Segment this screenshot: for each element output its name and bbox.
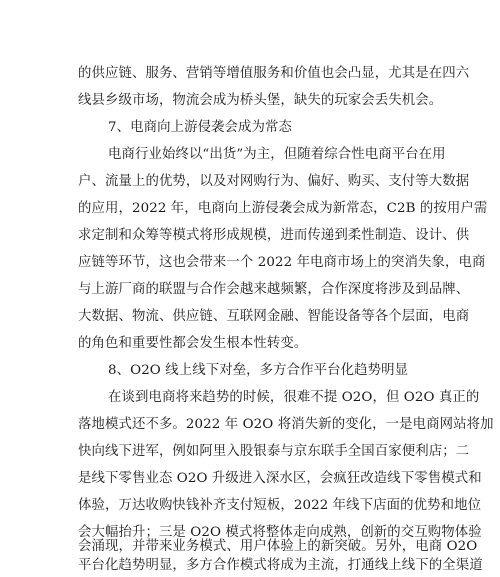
paragraph-line: 落地模式还不多。2022 年 O2O 将消失新的变化，一是电商网站将加: [78, 417, 494, 432]
paragraph-line: 是线下零售业态 O2O 升级进入深水区，会疯狂改造线下零售模式和: [78, 471, 482, 486]
paragraph-line: 快向线下进军，例如阿里入股银泰与京东联手全国百家便利店；二: [78, 444, 470, 459]
paragraph-line: 的应用，2022 年，电商向上游侵袭会成为新常态，C2B 的按用户需: [78, 201, 488, 216]
paragraph-line: 会大幅抬升；三是 O2O 模式将整体走向成熟，创新的交互购物体验: [78, 525, 482, 540]
paragraph-line: 户、流量上的优势，以及对网购行为、偏好、购买、支付等大数据: [78, 174, 470, 189]
paragraph-line: 的角色和重要性都会发生根本性转变。: [78, 336, 308, 351]
section-heading-8: 8、O2O 线上线下对垒，多方合作平台化趋势明显: [108, 363, 409, 378]
paragraph-line: 线县乡级市场，物流会成为桥头堡，缺失的玩家会丢失机会。: [78, 93, 443, 108]
paragraph-line: 的供应链、服务、营销等增值服务和价值也会凸显，尤其是在四六: [78, 66, 470, 81]
paragraph-line: 求定制和众筹等模式将形成规模，进而传递到柔性制造、设计、供: [78, 228, 470, 243]
paragraph-line: 应链等环节，这也会带来一个 2022 年电商市场上的突消失象，电商: [78, 255, 486, 270]
section-heading-7: 7、电商向上游侵袭会成为常态: [108, 120, 292, 135]
paragraph-line: 大数据、物流、供应链、互联网金融、智能设备等各个层面，电商: [78, 309, 470, 324]
paragraph-line: 在谈到电商将来趋势的时候，很难不提 O2O，但 O2O 真正的: [108, 390, 480, 405]
paragraph-line-cut-off: 平台化趋势明显，多方合作模式将成为主流，打通线上线下的全渠道: [78, 558, 483, 573]
paragraph-line: 与上游厂商的联盟与合作会越来越频繁，合作深度将涉及到品牌、: [78, 282, 470, 297]
paragraph-line: 会涌现，并带来业务模式、用户体验上的新突破。另外，电商 O2O: [78, 539, 478, 554]
paragraph-line: 体验，万达收购快钱补齐支付短板，2022 年线下店面的优势和地位: [78, 498, 482, 513]
paragraph-line: 电商行业始终以“出货”为主，但随着综合性电商平台在用: [108, 147, 446, 162]
